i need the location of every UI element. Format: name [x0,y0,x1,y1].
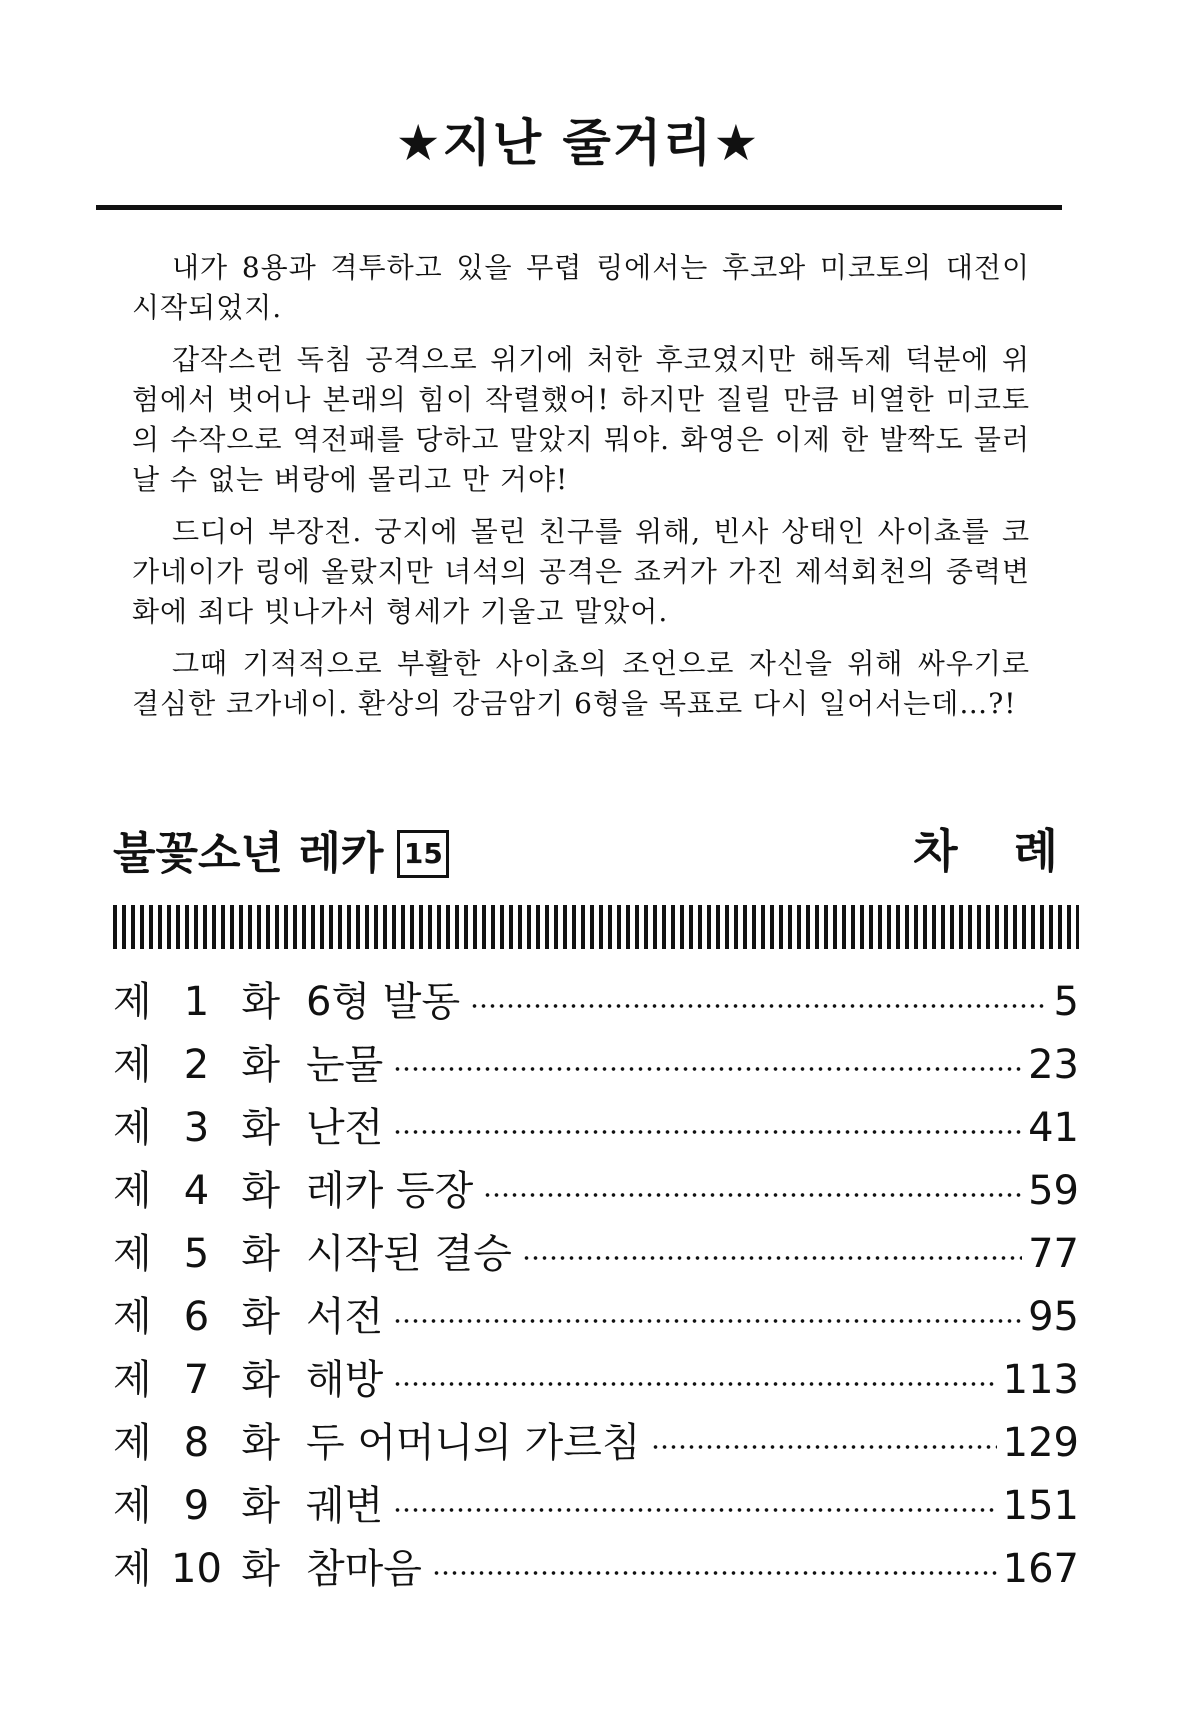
toc-label: 차 례 [913,824,1078,878]
dot-leader [393,1129,1022,1135]
chapter-number: 제 9 화 [113,1482,280,1529]
toc-entry[interactable] [113,1033,1079,1096]
chapter-title: 난전 [306,1104,384,1151]
chapter-title: 궤변 [306,1482,384,1529]
chapter-title: 해방 [306,1356,384,1403]
volume-badge: 15 [397,830,449,878]
toc-list [113,970,1079,1600]
page-number: 41 [1028,1104,1079,1151]
dot-leader [393,1318,1022,1324]
chapter-number: 제 7 화 [113,1356,280,1403]
chapter-title: 두 어머니의 가르침 [306,1419,641,1466]
chapter-number: 제 1 화 [113,978,280,1025]
dot-leader [483,1192,1022,1198]
chapter-title: 레카 등장 [306,1167,474,1214]
page-number: 151 [1002,1482,1079,1529]
chapter-title: 참마음 [306,1545,422,1592]
decorative-bar-divider [113,905,1079,949]
series-title [113,830,449,878]
toc-entry[interactable] [113,1285,1079,1348]
dot-leader [522,1255,1022,1261]
page-number: 23 [1028,1041,1079,1088]
toc-entry[interactable] [113,1474,1079,1537]
chapter-title: 눈물 [306,1041,384,1088]
toc-entry[interactable] [113,1537,1079,1600]
page-number: 77 [1028,1230,1079,1277]
dot-leader [393,1507,996,1513]
toc-entry[interactable] [113,970,1079,1033]
toc-entry[interactable] [113,1348,1079,1411]
dot-leader [470,1003,1047,1009]
chapter-number: 제 3 화 [113,1104,280,1151]
chapter-number: 제 6 화 [113,1293,280,1340]
page-number: 129 [1002,1419,1079,1466]
page-number: 113 [1002,1356,1079,1403]
dot-leader [432,1570,997,1576]
summary-body [132,248,1030,736]
chapter-title: 서전 [306,1293,384,1340]
toc-entry[interactable] [113,1411,1079,1474]
summary-paragraph: 드디어 부장전. 궁지에 몰린 친구를 위해, 빈사 상태인 사이쵸를 코가네이가 링에 올랐지만 녀석의 공격은 죠커가 가진 제석회천의 중력변화에 죄다 빗나가서 형세가 기울고 말았어. [132,515,1030,628]
toc-entry[interactable] [113,1159,1079,1222]
title-divider [96,205,1062,210]
dot-leader [393,1381,996,1387]
page-number: 5 [1053,978,1079,1025]
chapter-title: 시작된 결승 [306,1230,512,1277]
chapter-number: 제 10 화 [113,1545,280,1592]
dot-leader [651,1444,997,1450]
chapter-title: 6형 발동 [306,978,461,1025]
chapter-number: 제 4 화 [113,1167,280,1214]
dot-leader [393,1066,1022,1072]
page-number: 59 [1028,1167,1079,1214]
toc-entry[interactable] [113,1222,1079,1285]
summary-title: ★지난 줄거리★ [395,114,761,172]
series-name: 불꽃소년 레카 [113,828,384,879]
summary-paragraph: 그때 기적적으로 부활한 사이쵸의 조언으로 자신을 위해 싸우기로 결심한 코가네이. 환상의 강금암기 6형을 목표로 다시 일어서는데…?! [132,647,1030,720]
summary-paragraph: 갑작스런 독침 공격으로 위기에 처한 후코였지만 해독제 덕분에 위험에서 벗어나 본래의 힘이 작렬했어! 하지만 질릴 만큼 비열한 미코토의 수작으로 역전패를 당하고 말았지 뭐야. 화영은 이제 한 발짝도 물러날 수 없는 벼랑에 몰리고 만 거야! [132,343,1030,496]
summary-paragraph: 내가 8용과 격투하고 있을 무렵 링에서는 후코와 미코토의 대전이 시작되었지. [132,251,1030,324]
page-number: 167 [1002,1545,1079,1592]
toc-entry[interactable] [113,1096,1079,1159]
chapter-number: 제 5 화 [113,1230,280,1277]
chapter-number: 제 2 화 [113,1041,280,1088]
chapter-number: 제 8 화 [113,1419,280,1466]
page-number: 95 [1028,1293,1079,1340]
